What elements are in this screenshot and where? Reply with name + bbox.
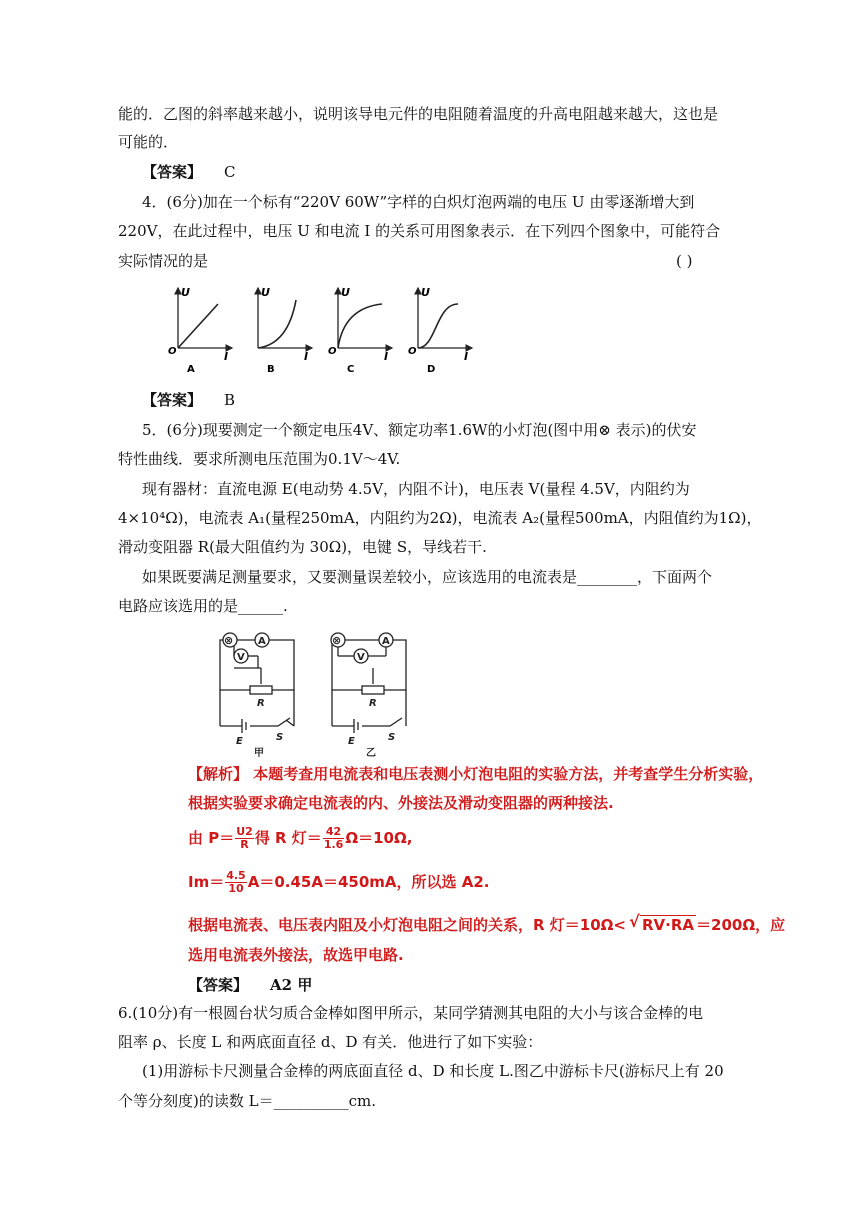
q6-line-2: 阻率 ρ、长度 L 和两底面直径 d、D 有关．他进行了如下实验：	[118, 1033, 543, 1051]
q5-line-6: 如果既要满足测量要求，又要测量误差较小，应该选用的电流表是________，下面两个	[142, 568, 713, 586]
sqrt-expression: √ RV·RA	[640, 915, 696, 934]
circuit-jia	[220, 633, 294, 733]
jia-voltmeter-label: V	[237, 652, 245, 663]
q6-line-3: (1)用游标卡尺测量合金棒的两底面直径 d、D 和长度 L.图乙中游标卡尺(游标尺上有 20	[142, 1062, 724, 1080]
answer-value: B	[224, 391, 236, 409]
q5-line-2: 特性曲线．要求所测电压范围为0.1V～4V.	[118, 450, 401, 468]
fraction	[323, 826, 345, 851]
graph-d-axis-u: U	[421, 286, 430, 299]
jia-source-label: E	[236, 736, 243, 747]
graph-b-label: B	[267, 364, 275, 375]
q4-line-2: 220V，在此过程中，电压 U 和电流 I 的关系可用图象表示．在下列四个图象中，可能符合	[118, 222, 721, 240]
graph-c-axis-u: U	[341, 286, 350, 299]
q5-line-1: 5．(6分)现要测定一个额定电压4V、额定功率1.6W的小灯泡(图中用⊗ 表示)的伏安	[142, 421, 697, 439]
sol-text: A＝0.45A＝450mA，所以选 A2.	[247, 873, 490, 891]
answer-value: C	[224, 163, 236, 181]
graph-b	[258, 286, 312, 375]
q6-line-4: 个等分刻度)的读数 L＝__________cm.	[118, 1092, 376, 1110]
sol-text: 由 P＝	[188, 829, 235, 847]
q5-line-3: 现有器材：直流电源 E(电动势 4.5V，内阻不计)，电压表 V(量程 4.5V，内阻约为	[142, 480, 690, 498]
q4-line-3: 实际情况的是	[118, 252, 209, 270]
sol-text: ＝200Ω，应	[696, 916, 786, 934]
sol-text: Im＝	[188, 873, 225, 891]
q4-line-1: 4．(6分)加在一个标有“220V 60W”字样的白炽灯泡两端的电压 U 由零逐渐增大到	[142, 193, 695, 211]
jia-caption: 甲	[254, 748, 264, 758]
fraction-denominator: R	[240, 838, 249, 851]
q6-line-1: 6.(10分)有一根圆台状匀质合金棒如图甲所示，某同学猜测其电阻的大小与该合金棒的电	[118, 1004, 704, 1022]
fraction-numerator: 42	[323, 826, 345, 839]
fraction-numerator: 4.5	[226, 869, 246, 882]
graph-a-label: A	[187, 364, 195, 375]
solution-line-5	[188, 915, 785, 935]
jia-ammeter-label: A	[258, 636, 266, 647]
solution-line-2: 根据实验要求确定电流表的内、外接法及滑动变阻器的两种接法.	[188, 794, 614, 812]
para-line-2: 可能的．	[118, 133, 179, 151]
yi-switch-label: S	[388, 732, 396, 743]
q4-answer-paren: ( )	[676, 252, 693, 270]
graph-d	[408, 286, 472, 375]
fraction-denominator: 1.6	[323, 838, 344, 851]
answer-tag: 【答案】	[188, 976, 249, 994]
answer-4	[142, 390, 235, 410]
graph-d-axis-i: I	[464, 350, 469, 363]
circuit-diagrams	[212, 628, 422, 758]
sol-text: 得 R 灯＝	[254, 829, 322, 847]
para-line-1: 能的．乙图的斜率越来越小，说明该导电元件的电阻随着温度的升高电阻越来越大，这也是	[118, 105, 719, 123]
graph-a-origin: O	[168, 346, 177, 357]
fraction-denominator: 10	[228, 882, 244, 895]
graph-d-label: D	[427, 364, 436, 375]
graph-c-axis-i: I	[384, 350, 389, 363]
jia-lamp-icon: ⊗	[224, 634, 234, 647]
yi-lamp-icon: ⊗	[332, 634, 342, 647]
fraction	[235, 826, 254, 851]
sol-text: 根据电流表、电压表内阻及小灯泡电阻之间的关系，R 灯＝10Ω<	[188, 916, 626, 934]
solution-line-4	[188, 870, 489, 895]
answer-value: A2 甲	[270, 976, 313, 994]
graph-b-axis-u: U	[261, 286, 270, 299]
yi-ammeter-label: A	[382, 636, 390, 647]
yi-caption: 乙	[366, 748, 376, 758]
jia-rheostat-label: R	[257, 698, 265, 709]
fraction	[225, 870, 247, 895]
graph-c-origin: O	[328, 346, 337, 357]
q5-line-7: 电路应该选用的是______.	[118, 597, 288, 615]
graph-d-origin: O	[408, 346, 417, 357]
graph-a-axis-u: U	[181, 286, 190, 299]
yi-voltmeter-label: V	[357, 652, 365, 663]
ui-graphs	[160, 282, 480, 378]
answer-3	[142, 162, 236, 182]
sol-text: Ω＝10Ω,	[345, 829, 413, 847]
graph-a	[168, 286, 232, 375]
graph-c-label: C	[347, 364, 355, 375]
q5-line-5: 滑动变阻器 R(最大阻值约为 30Ω)，电键 S，导线若干.	[118, 538, 487, 556]
graph-c	[328, 286, 392, 375]
answer-tag: 【答案】	[142, 163, 203, 181]
circuit-yi	[331, 633, 406, 733]
graph-a-axis-i: I	[224, 350, 229, 363]
solution-line-6: 选用电流表外接法，故选甲电路.	[188, 946, 404, 964]
solution-line-3	[188, 826, 412, 851]
graph-b-axis-i: I	[304, 350, 309, 363]
answer-5	[188, 975, 312, 995]
solution-line-1: 【解析】 本题考查用电流表和电压表测小灯泡电阻的实验方法，并考查学生分析实验，	[188, 765, 764, 783]
yi-source-label: E	[348, 736, 355, 747]
fraction-numerator: U2	[236, 825, 253, 838]
jia-switch-label: S	[276, 732, 284, 743]
q5-line-4: 4×10⁴Ω)，电流表 A₁(量程250mA，内阻约为2Ω)，电流表 A₂(量程500mA，内阻值约为1Ω)，	[118, 509, 762, 527]
answer-tag: 【答案】	[142, 391, 203, 409]
yi-rheostat-label: R	[369, 698, 377, 709]
